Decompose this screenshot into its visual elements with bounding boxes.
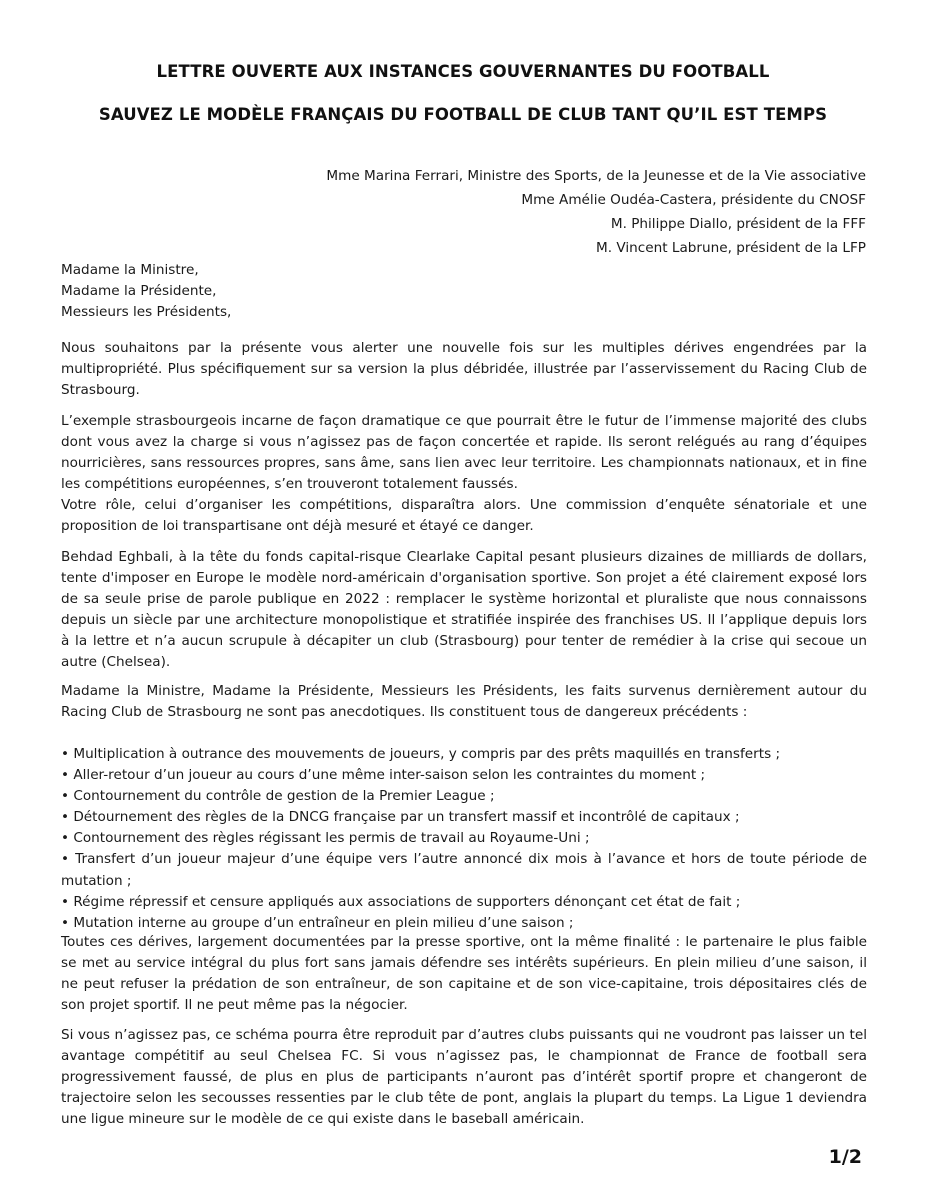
paragraph-strasbourg-example	[61, 411, 867, 538]
recipients-block	[326, 164, 866, 260]
paragraph-consequences	[61, 932, 867, 1016]
paragraph-text: Madame la Ministre, Madame la Présidente, Messieurs les Présidents, les faits survenus dernièrement autour du Racing Club de Strasbourg ne sont pas anecdotiques. Ils constituent tous de dangereux précédents :	[61, 683, 867, 721]
salutation-line: Madame la Présidente,	[61, 283, 217, 299]
recipient-line: Mme Amélie Oudéa-Castera, présidente du CNOSF	[521, 192, 866, 208]
list-item: • Multiplication à outrance des mouvements de joueurs, y compris par des prêts maquillés en transferts ;	[61, 746, 781, 762]
paragraph-facts-intro	[61, 681, 867, 723]
list-item: • Mutation interne au groupe d’un entraîneur en plein milieu d’une saison ;	[61, 914, 574, 931]
salutation-block	[61, 260, 231, 323]
page-number: 1/2	[828, 1146, 862, 1168]
salutation-line: Madame la Ministre,	[61, 262, 199, 278]
recipient-line: M. Philippe Diallo, président de la FFF	[610, 216, 866, 232]
list-item: • Transfert d’un joueur majeur d’une équipe vers l’autre annoncé dix mois à l’avance et hors de toute période de mutation ;	[61, 851, 867, 889]
list-item: • Aller-retour d’un joueur au cours d’une même inter-saison selon les contraintes du moment ;	[61, 767, 706, 784]
letter-title: LETTRE OUVERTE AUX INSTANCES GOUVERNANTES DU FOOTBALL	[156, 62, 770, 81]
bullet-list	[61, 744, 867, 934]
recipient-line: M. Vincent Labrune, président de la LFP	[596, 240, 866, 256]
list-item: • Régime répressif et censure appliqués aux associations de supporters dénonçant cet état de fait ;	[61, 893, 741, 910]
paragraph-text: L’exemple strasbourgeois incarne de façon dramatique ce que pourrait être le futur de l’immense majorité des clubs dont vous avez la charge si vous n’agissez pas de façon concertée et rapide. Ils seront relégués au rang d’équipes nourricières, sans ressources propres, sans âme, sans lien avec leur territoire. Les championnats nationaux, et in fine les compétitions européennes, s’en trouveront totalement faussés.	[61, 413, 867, 493]
paragraph-warning	[61, 1025, 867, 1130]
paragraph-eghbali	[61, 547, 867, 674]
paragraph-text: Si vous n’agissez pas, ce schéma pourra être reproduit par d’autres clubs puissants qui ne voudront pas laisser un tel avantage compétitif au seul Chelsea FC. Si vous n’agissez pas, le championnat de France de football sera progressivement faussé, de plus en plus de participants n’auront pas d’intérêt sportif propre et changeront de trajectoire selon les secousses ressenties par le club tête de pont, anglais la plupart du temps. La Ligue 1 deviendra une ligue mineure sur le modèle de ce qui existe dans le baseball américain.	[61, 1027, 867, 1128]
letter-subtitle: SAUVEZ LE MODÈLE FRANÇAIS DU FOOTBALL DE CLUB TANT QU’IL EST TEMPS	[98, 105, 828, 124]
paragraph-text: Votre rôle, celui d’organiser les compétitions, disparaîtra alors. Une commission d’enquête sénatoriale et une proposition de loi transpartisane ont déjà mesuré et étayé ce danger.	[61, 497, 867, 535]
list-item: • Contournement des règles régissant les permis de travail au Royaume-Uni ;	[61, 830, 590, 847]
paragraph-text: Behdad Eghbali, à la tête du fonds capital-risque Clearlake Capital pesant plusieurs dizaines de milliards de dollars, tente d'imposer en Europe le modèle nord-américain d'organisation sportive. Son projet a été clairement exposé lors de sa seule prise de parole publique en 2022 : remplacer le système horizontal et pluraliste que nous connaissons depuis un siècle par une architecture monopolistique et stratifiée inspirée des franchises US. Il l’applique depuis lors à la lettre et n’a aucun scrupule à décapiter un club (Strasbourg) pour tenter de remédier à la crise qui secoue un autre (Chelsea).	[61, 549, 867, 671]
paragraph-text: Toutes ces dérives, largement documentées par la presse sportive, ont la même finalité : le partenaire le plus faible se met au service intégral du plus fort sans jamais défendre ses intérêts supérieurs. En plein milieu d’une saison, il ne peut refuser la prédation de son entraîneur, de son capitaine et de son vice-capitaine, trois dépositaires clés de son projet sportif. Il ne peut même pas la négocier.	[61, 934, 867, 1014]
salutation-line: Messieurs les Présidents,	[61, 304, 232, 320]
list-item: • Détournement des règles de la DNCG française par un transfert massif et incontrôlé de capitaux ;	[61, 809, 740, 826]
paragraph-alert	[61, 338, 867, 401]
recipient-line: Mme Marina Ferrari, Ministre des Sports, de la Jeunesse et de la Vie associative	[326, 168, 866, 184]
list-item: • Contournement du contrôle de gestion de la Premier League ;	[61, 788, 495, 805]
paragraph-text: Nous souhaitons par la présente vous alerter une nouvelle fois sur les multiples dérives engendrées par la multipropriété. Plus spécifiquement sur sa version la plus débridée, illustrée par l’asservissement du Racing Club de Strasbourg.	[61, 340, 867, 399]
